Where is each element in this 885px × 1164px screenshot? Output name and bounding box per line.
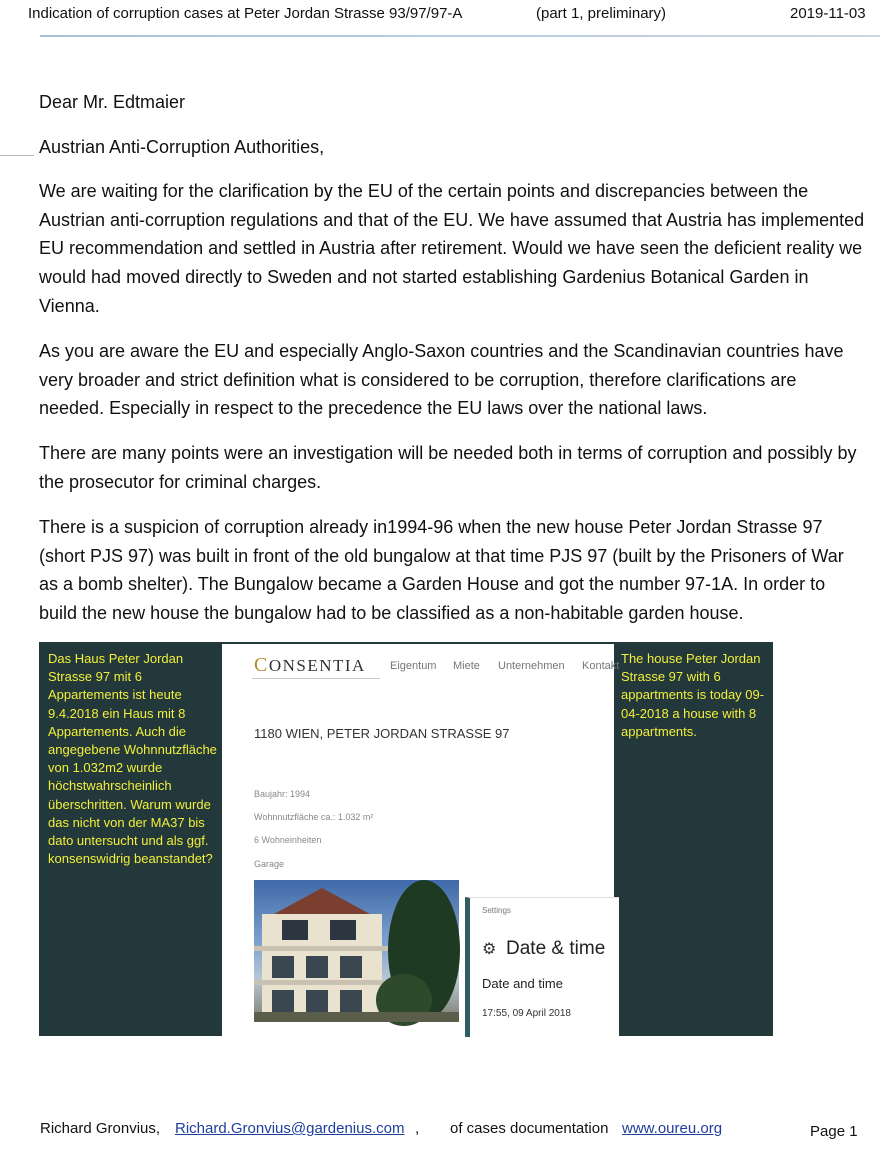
nav-item-kontakt: Kontakt	[582, 660, 620, 672]
paragraph-suspicion-1994: There is a suspicion of corruption already in1994-96 when the new house Peter Jordan Strasse 97 (short PJS 97) was built in front of the old bungalow at that time PJS 97 (built by the Prisoners of War as a bomb shelter). The Bungalow became a Garden House and got the number 97-1A. In order to build the new house the bungalow had to be classified as a non-habitable garden house.	[39, 517, 844, 624]
document-part: (part 1, preliminary)	[536, 5, 667, 22]
nav-item-miete: Miete	[453, 660, 480, 672]
page-footer	[0, 1110, 885, 1150]
author-name: Richard Gronvius,	[40, 1120, 161, 1137]
header-rule	[40, 35, 880, 37]
salutation: Dear Mr. Edtmaier	[39, 92, 186, 112]
detail-units: 6 Wohneinheiten	[254, 835, 322, 845]
settings-heading: Date & time	[506, 938, 606, 959]
paragraph-corruption-definition: As you are aware the EU and especially Anglo-Saxon countries and the Scandinavian countries have very broader and strict definition what is considered to be corruption, therefore clarifications are needed. Especially in respect to the precedence the EU laws over the national laws.	[39, 341, 844, 419]
document-title: Indication of corruption cases at Peter Jordan Strasse 93/97/97-A	[28, 5, 463, 22]
logo-initial: C	[254, 654, 269, 676]
nav-item-unternehmen: Unternehmen	[498, 660, 565, 672]
nav-item-eigentum: Eigentum	[390, 660, 437, 672]
author-email-link[interactable]: Richard.Gronvius@gardenius.com	[175, 1120, 405, 1137]
note-english: The house Peter Jordan Strasse 97 with 6 appartments is today 09-04-2018 a house with 8 appartments.	[621, 651, 765, 739]
consentia-logo	[254, 654, 366, 677]
evidence-figure	[39, 642, 773, 1036]
logo-underline	[252, 678, 380, 679]
margin-mark	[0, 155, 34, 156]
listing-screenshot	[222, 644, 620, 1036]
gear-icon: ⚙	[482, 941, 497, 958]
recipient-line: Austrian Anti-Corruption Authorities,	[39, 137, 325, 157]
documentation-label: of cases documentation	[450, 1120, 609, 1137]
settings-subheading: Date and time	[482, 976, 563, 991]
note-german: Das Haus Peter Jordan Strasse 97 mit 6 Appartements ist heute 9.4.2018 ein Haus mit 8 Appartements. Auch die angegebene Wohnnutzfläche von 1.032m2 wurde höchstwahrscheinlich überschritten. Warum wurde das nicht von der MA37 bis dato untersucht und als ggf. konsenswidrig beanstandet?	[48, 651, 217, 867]
settings-window	[465, 897, 619, 1037]
page-number: Page 1	[810, 1123, 858, 1140]
footer-comma: ,	[415, 1120, 420, 1137]
property-address: 1180 WIEN, PETER JORDAN STRASSE 97	[254, 726, 510, 741]
detail-year: Baujahr: 1994	[254, 789, 311, 799]
house-photo	[254, 880, 459, 1022]
logo-rest: ONSENTIA	[268, 656, 366, 675]
documentation-link[interactable]: www.oureu.org	[622, 1120, 723, 1137]
document-date: 2019-11-03	[790, 5, 866, 22]
paragraph-investigation: There are many points were an investigation will be needed both in terms of corruption and possibly by the prosecutor for criminal charges.	[39, 443, 857, 492]
settings-timestamp: 17:55, 09 April 2018	[482, 1008, 571, 1019]
detail-area: Wohnnutzfläche ca.: 1.032 m²	[254, 812, 374, 822]
settings-label: Settings	[482, 906, 511, 915]
paragraph-eu-clarification: We are waiting for the clarification by the EU of the certain points and discrepancies between the Austrian anti-corruption regulations and that of the EU. We have assumed that Austria has implemented EU recommendation and settled in Austria after retirement. Would we have seen the deficient reality we would had moved directly to Sweden and not started establishing Gardenius Botanical Garden in Vienna.	[39, 181, 865, 316]
detail-garage: Garage	[254, 859, 285, 869]
page-header	[0, 0, 885, 36]
